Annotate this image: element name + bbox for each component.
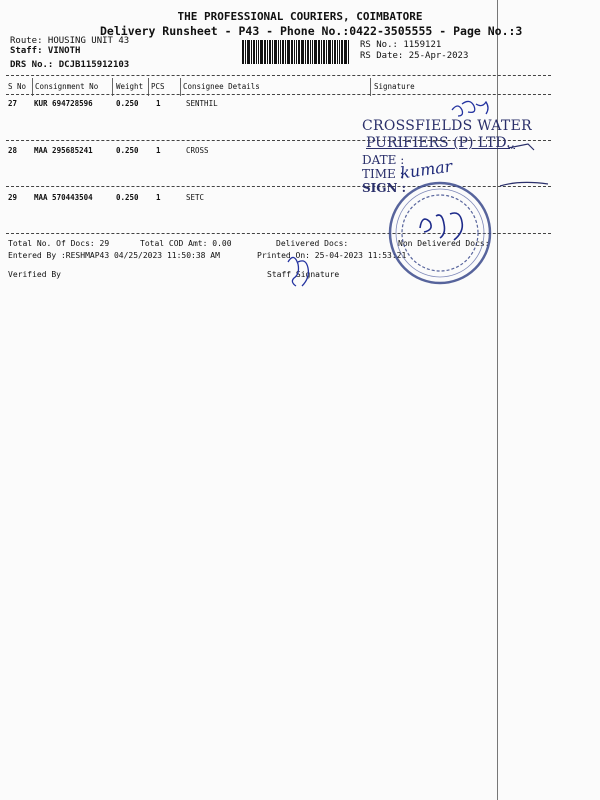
row-weight: 0.250 xyxy=(116,146,139,155)
row-sno: 27 xyxy=(8,99,18,108)
total-cod-amount: Total COD Amt: 0.00 xyxy=(140,239,232,248)
row-sno: 28 xyxy=(8,146,18,155)
entered-by: Entered By :RESHMAP43 04/25/2023 11:50:38 AM xyxy=(8,251,220,260)
non-delivered-docs: Non Delivered Docs: xyxy=(398,239,490,248)
row-pcs: 1 xyxy=(156,146,161,155)
route-label: Route: HOUSING UNIT 43 xyxy=(10,36,130,46)
stamp-company-line2: PURIFIERS (P) LTD., xyxy=(366,135,516,151)
signature-over-seal xyxy=(420,213,462,240)
row-pcs: 1 xyxy=(156,193,161,202)
rs-number: RS No.: 1159121 xyxy=(360,40,442,50)
col-header-weight: Weight xyxy=(116,82,144,91)
stamp-company-line1: CROSSFIELDS WATER xyxy=(362,118,532,134)
rs-date: RS Date: 25-Apr-2023 xyxy=(360,51,469,61)
stamp-time-label: TIME : xyxy=(362,167,404,181)
verified-by-label: Verified By xyxy=(8,270,61,279)
col-header-consignment: Consignment No xyxy=(35,82,99,91)
row-consignee: CROSS xyxy=(186,146,209,155)
total-docs: Total No. Of Docs: 29 xyxy=(8,239,110,248)
col-header-pcs: PCS xyxy=(151,82,165,91)
staff-signature-scribble xyxy=(288,257,308,286)
row-consignment: MAA 570443504 xyxy=(34,193,93,202)
runsheet-title: Delivery Runsheet - P43 - Phone No.:0422-3505555 - Page No.:3 xyxy=(100,24,523,38)
row-weight: 0.250 xyxy=(116,193,139,202)
stamp-sign-label: SIGN : xyxy=(362,181,407,195)
row-weight: 0.250 xyxy=(116,99,139,108)
round-seal xyxy=(390,183,490,283)
delivered-docs: Delivered Docs: xyxy=(276,239,349,248)
handwritten-name: kumar xyxy=(398,156,454,183)
row-consignment: KUR 694728596 xyxy=(34,99,93,108)
staff-label: Staff: VINOTH xyxy=(10,46,81,56)
row-pcs: 1 xyxy=(156,99,161,108)
staff-signature-label: Staff Signature xyxy=(267,270,340,279)
drs-number: DRS No.: DCJB115912103 xyxy=(10,60,130,70)
col-header-consignee: Consignee Details xyxy=(183,82,260,91)
stamp-date-label: DATE : xyxy=(362,153,405,167)
col-header-sno: S No xyxy=(8,82,27,91)
company-title: THE PROFESSIONAL COURIERS, COIMBATORE xyxy=(177,10,423,23)
row-consignment: MAA 295685241 xyxy=(34,146,93,155)
row-sno: 29 xyxy=(8,193,18,202)
stamp-flourish xyxy=(500,144,548,186)
row-consignee: SETC xyxy=(186,193,205,202)
signature-row-27 xyxy=(452,101,488,116)
col-header-signature: Signature xyxy=(374,82,415,91)
printed-on: Printed On: 25-04-2023 11:53:21 xyxy=(257,251,407,260)
row-consignee: SENTHIL xyxy=(186,99,218,108)
